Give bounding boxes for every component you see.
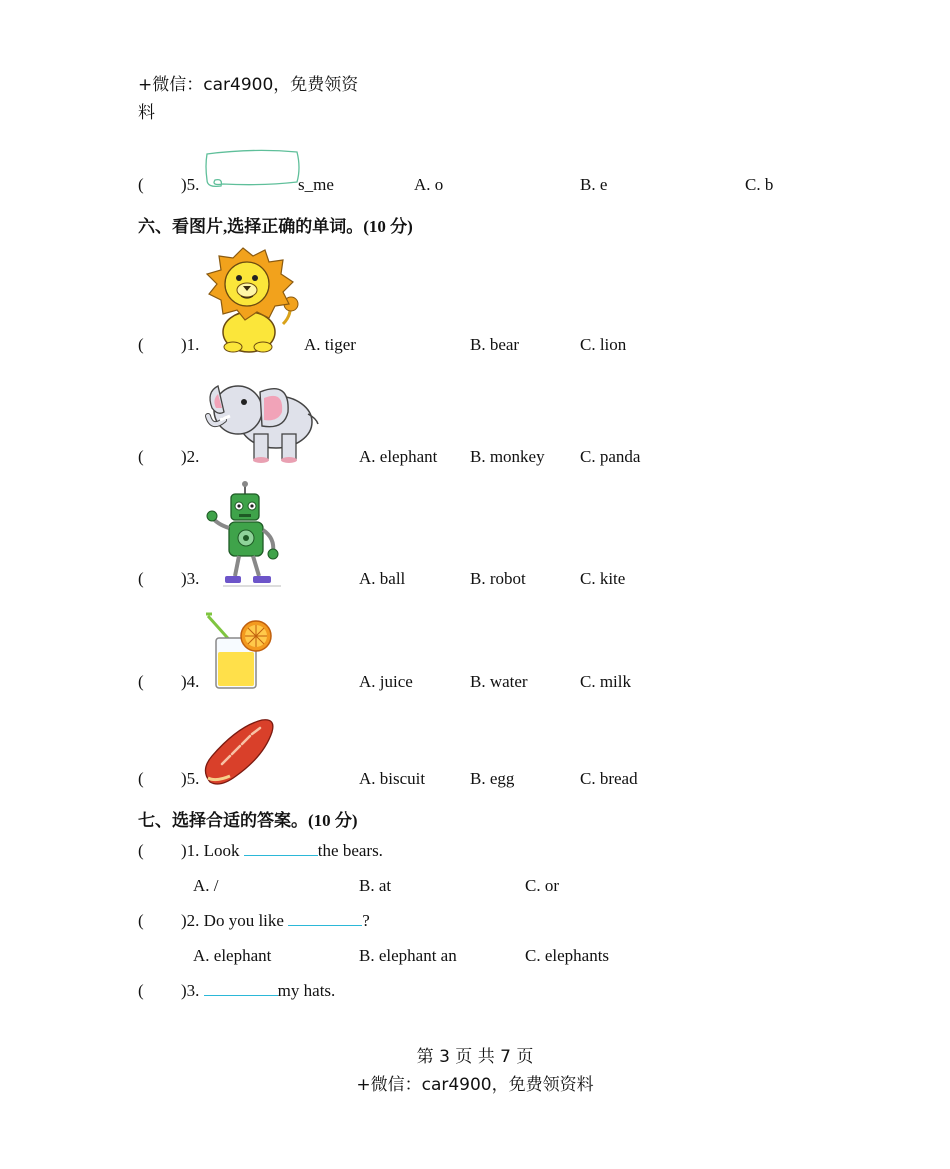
option-c: C. or xyxy=(525,876,559,895)
option-c: C. panda xyxy=(580,447,641,466)
paren-open: ( xyxy=(138,672,144,691)
option-a: A. ball xyxy=(359,569,406,588)
question-number: )4. xyxy=(181,672,200,691)
option-b: B. elephant an xyxy=(359,946,457,965)
paren-open: ( xyxy=(138,335,144,354)
question-tail: the bears. xyxy=(317,841,383,860)
question-1-line xyxy=(181,841,383,861)
option-c: C. kite xyxy=(580,569,626,588)
paren-open: ( xyxy=(138,981,144,1000)
paren-open: ( xyxy=(138,769,144,788)
option-b: B. water xyxy=(470,672,528,691)
option-a: A. o xyxy=(414,175,444,194)
question-2-line xyxy=(181,911,370,931)
paren-open: ( xyxy=(138,569,144,588)
paren-open: ( xyxy=(138,175,144,194)
question-number: )2. xyxy=(181,447,200,466)
question-number: )3. xyxy=(181,569,200,588)
juice-picture xyxy=(204,612,274,692)
section7-title: 七、选择合适的答案。(10 分) xyxy=(138,811,358,830)
option-c: C. elephants xyxy=(525,946,610,965)
page-number: 第 3 页 共 7 页 xyxy=(416,1047,534,1067)
option-a: A. elephant xyxy=(193,946,272,965)
option-c: C. milk xyxy=(580,672,632,691)
option-a: A. juice xyxy=(359,672,413,691)
option-a: A. tiger xyxy=(304,335,356,354)
question-tail: ? xyxy=(362,911,370,930)
option-b: B. e xyxy=(580,175,608,194)
paren-open: ( xyxy=(138,911,144,930)
question-number: )1. xyxy=(181,335,200,354)
question-number: )5. xyxy=(181,769,200,788)
option-b: B. bear xyxy=(470,335,520,354)
option-b: B. egg xyxy=(470,769,515,788)
option-b: B. monkey xyxy=(470,447,545,466)
option-c: C. bread xyxy=(580,769,638,788)
option-a: A. biscuit xyxy=(359,769,426,788)
question-text: )2. Do you like xyxy=(181,911,284,930)
watermark-top-line2: 料 xyxy=(138,103,155,123)
watermark-top-line1: +微信：car4900，免费领资 xyxy=(138,75,359,95)
elephant-picture xyxy=(204,372,320,464)
paren-open: ( xyxy=(138,447,144,466)
robot-picture xyxy=(203,480,285,588)
answer-blank[interactable] xyxy=(204,981,278,996)
question-number: )5. xyxy=(181,175,200,194)
option-b: B. at xyxy=(359,876,392,895)
option-c: C. b xyxy=(745,175,774,194)
answer-blank[interactable] xyxy=(244,841,318,856)
question-text: )3. xyxy=(181,981,200,1000)
option-c: C. lion xyxy=(580,335,627,354)
option-a: A. elephant xyxy=(359,447,438,466)
option-b: B. robot xyxy=(470,569,526,588)
option-a: A. / xyxy=(193,876,219,895)
handwritten-box-sketch xyxy=(203,148,303,194)
spelling-word: s_me xyxy=(298,175,334,194)
watermark-footer: +微信：car4900，免费领资料 xyxy=(356,1075,594,1095)
question-tail: my hats. xyxy=(277,981,336,1000)
bread-picture xyxy=(202,716,276,788)
paren-open: ( xyxy=(138,841,144,860)
question-text: )1. Look xyxy=(181,841,240,860)
question-3-line xyxy=(181,981,335,1001)
section6-title: 六、看图片,选择正确的单词。(10 分) xyxy=(138,217,413,236)
lion-picture xyxy=(203,244,301,354)
answer-blank[interactable] xyxy=(288,911,362,926)
